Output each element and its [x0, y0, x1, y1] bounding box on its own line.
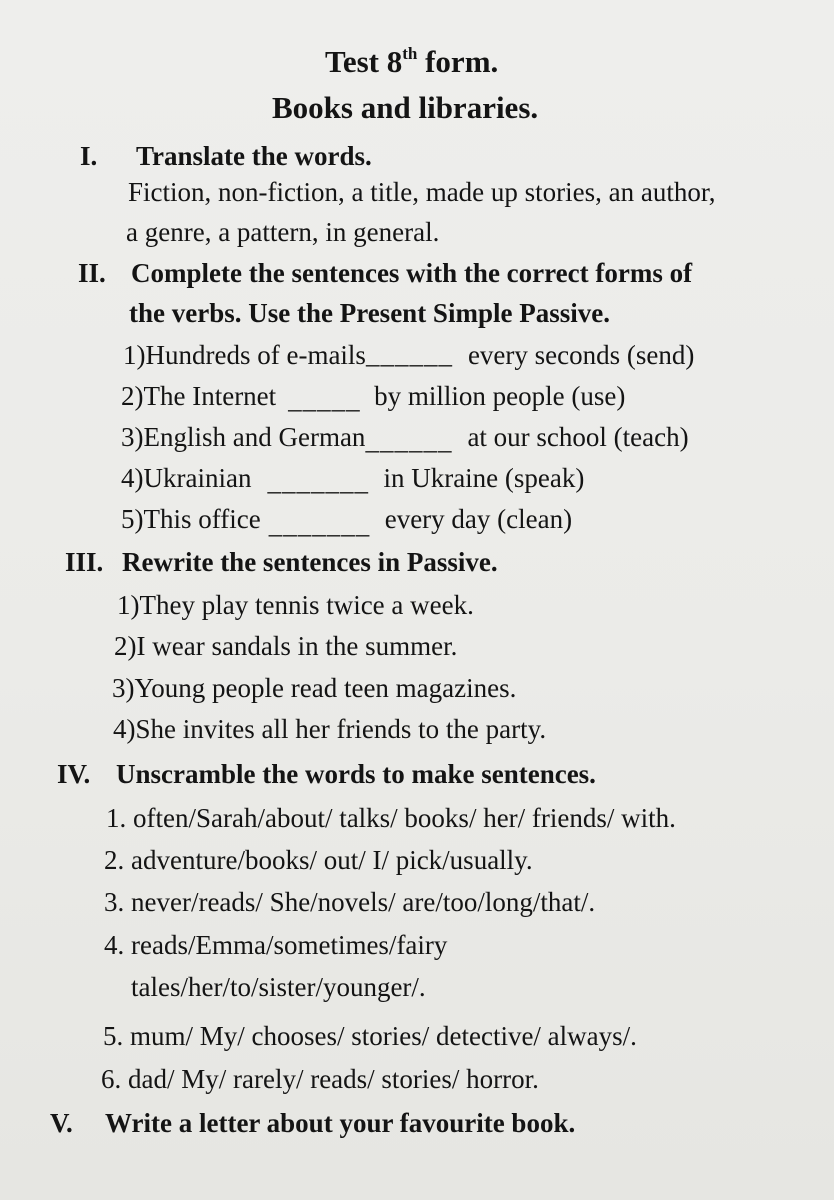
section-4-item-4: 4. reads/Emma/sometimes/fairy [104, 930, 448, 960]
answer-blank [365, 339, 456, 369]
answer-blank [365, 425, 455, 455]
item-before: 2)The Internet [121, 381, 277, 411]
section-2-heading-line-2: the verbs. Use the Present Simple Passive. [129, 298, 610, 328]
item-before: 4)Ukrainian [121, 463, 252, 493]
section-5-heading: Write a letter about your favourite book. [105, 1108, 576, 1138]
blank-line: _____ [288, 384, 361, 414]
section-2-item-5 [121, 504, 573, 539]
section-4-item-2: 2. adventure/books/ out/ I/ pick/usually. [104, 845, 533, 875]
item-before: 1)Hundreds of e-mails [123, 340, 366, 370]
section-1-numeral: I. [80, 141, 98, 171]
answer-blank [267, 466, 371, 496]
section-2-heading-line-1: Complete the sentences with the correct forms of [131, 258, 693, 288]
item-after: by million people (use) [374, 381, 626, 411]
section-2-item-3 [121, 422, 689, 453]
section-1-line-2: a genre, a pattern, in general. [126, 217, 440, 247]
blank-line: _______ [267, 466, 369, 496]
item-after: every seconds (send) [467, 340, 695, 370]
title-prefix: Test 8 [325, 44, 403, 79]
item-after: every day (clean) [384, 504, 573, 534]
item-before: 5)This office [121, 504, 261, 534]
section-2-numeral: II. [78, 258, 106, 288]
section-3-item-2: 2)I wear sandals in the summer. [114, 631, 458, 661]
blank-line: ______ [365, 425, 453, 455]
section-3-numeral: III. [65, 547, 104, 577]
title-suffix: form. [417, 44, 499, 79]
section-3-item-1: 1)They play tennis twice a week. [117, 590, 474, 620]
page-subtitle: Books and libraries. [272, 90, 539, 125]
item-after: at our school (teach) [467, 422, 689, 452]
section-2-item-1 [123, 340, 694, 371]
section-2-item-2 [121, 381, 625, 412]
section-3-heading: Rewrite the sentences in Passive. [122, 547, 498, 577]
section-3-item-3: 3)Young people read teen magazines. [112, 673, 517, 703]
blank-line: ______ [365, 339, 453, 369]
title-superscript: th [402, 43, 418, 63]
answer-blank [288, 384, 362, 414]
section-2-item-4 [121, 463, 584, 494]
section-4-item-4-continued: tales/her/to/sister/younger/. [131, 972, 426, 1002]
section-1-line-1: Fiction, non-fiction, a title, made up stories, an author, [128, 177, 716, 207]
section-4-item-1: 1. often/Sarah/about/ talks/ books/ her/ friends/ with. [106, 803, 676, 833]
section-4-numeral: IV. [57, 759, 91, 789]
blank-line: _______ [268, 509, 371, 539]
section-4-item-5: 5. mum/ My/ chooses/ stories/ detective/ always/. [103, 1021, 637, 1051]
item-before: 3)English and German [121, 422, 366, 452]
section-4-item-3: 3. never/reads/ She/novels/ are/too/long/that/. [104, 887, 596, 917]
answer-blank [268, 509, 373, 539]
item-after: in Ukraine (speak) [383, 463, 585, 493]
section-4-heading: Unscramble the words to make sentences. [116, 759, 596, 789]
section-5-numeral: V. [50, 1108, 73, 1138]
section-4-item-6: 6. dad/ My/ rarely/ reads/ stories/ horror. [101, 1064, 539, 1094]
section-1-heading: Translate the words. [136, 141, 372, 171]
page-title [325, 44, 498, 80]
section-3-item-4: 4)She invites all her friends to the party. [113, 714, 547, 744]
